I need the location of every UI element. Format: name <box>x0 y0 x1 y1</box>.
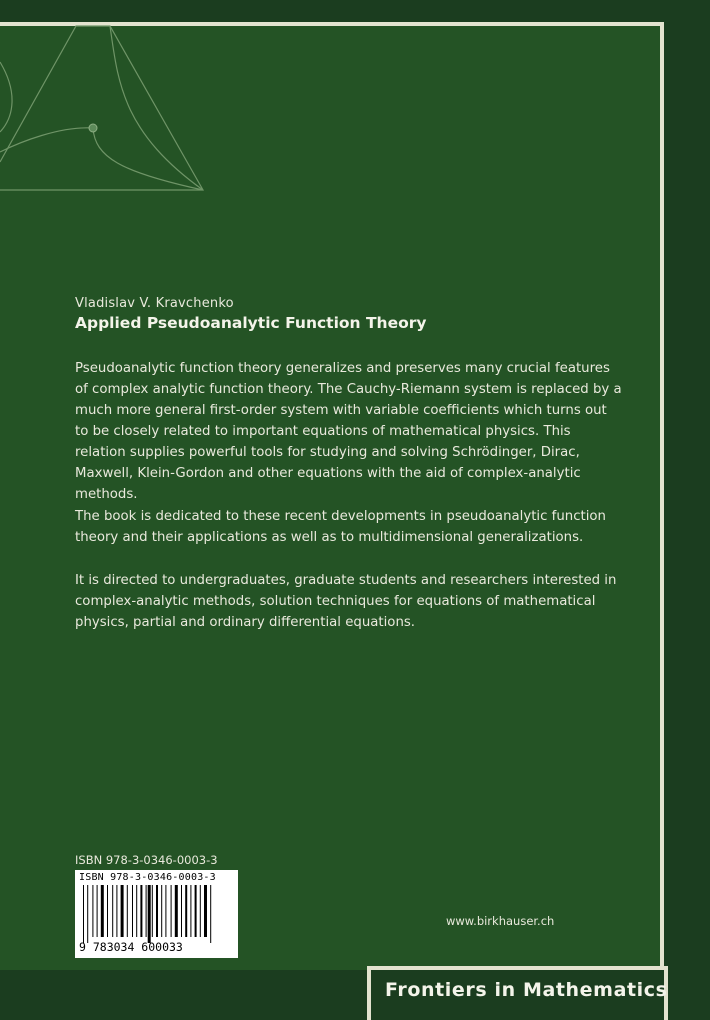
barcode-bar <box>210 885 211 943</box>
barcode-bar <box>171 885 172 937</box>
barcode-bar <box>175 885 178 937</box>
barcode-bar <box>127 885 128 937</box>
author-name: Vladislav V. Kravchenko <box>75 296 234 311</box>
description-paragraph: Pseudoanalytic function theory generalizes and preserves many crucial features of complex analytic function theory. The Cauchy-Riemann system is replaced by a much more general first-order system with variable coefficients which turns out to be closely related to important equations of mathematical physics. This relation supplies powerful tools for studying and solving Schrödinger, Dirac, Maxwell, Klein-Gordon and other equations with the aid of complex-analytic methods. <box>75 361 622 502</box>
barcode-bar <box>132 885 133 937</box>
isbn-number: ISBN 978-3-0346-0003-3 <box>75 853 218 867</box>
series-name: Frontiers in Mathematics <box>385 979 668 1001</box>
barcode-bar <box>195 885 197 937</box>
barcode-bar <box>204 885 207 937</box>
barcode-bar <box>83 885 84 943</box>
barcode-bars <box>79 885 234 943</box>
book-title: Applied Pseudoanalytic Function Theory <box>75 314 427 332</box>
barcode-bar <box>200 885 201 937</box>
barcode-isbn-text: ISBN 978-3-0346-0003-3 <box>79 872 216 883</box>
barcode-bar <box>136 885 137 937</box>
isbn-barcode <box>75 870 238 958</box>
barcode-bar <box>190 885 191 937</box>
series-label-box <box>367 966 668 1020</box>
barcode-bar <box>181 885 182 937</box>
barcode-bar <box>165 885 166 937</box>
description-paragraph: The book is dedicated to these recent developments in pseudoanalytic function theory and their applications as well as to multidimensional generalizations. <box>75 509 606 545</box>
barcode-bar <box>146 885 147 937</box>
barcode-bar <box>161 885 162 937</box>
barcode-bar <box>156 885 158 937</box>
barcode-bar <box>152 885 153 937</box>
barcode-digits: 9 783034 600033 <box>79 940 183 954</box>
barcode-bar <box>112 885 113 937</box>
barcode-bar <box>121 885 124 937</box>
barcode-bar <box>185 885 187 937</box>
barcode-bar <box>101 885 104 937</box>
barcode-bar <box>92 885 93 937</box>
barcode-bar <box>148 885 151 943</box>
barcode-bar <box>97 885 98 937</box>
description-paragraph: It is directed to undergraduates, graduate students and researchers interested in complex-analytic methods, solution techniques for equations of mathematical physics, partial and ordinary differential equations. <box>75 573 617 630</box>
barcode-bar <box>140 885 142 937</box>
barcode-bar <box>87 885 88 943</box>
publisher-website: www.birkhauser.ch <box>446 914 555 928</box>
triangle-ornament <box>0 22 220 202</box>
barcode-bar <box>107 885 108 937</box>
barcode-bar <box>116 885 117 937</box>
